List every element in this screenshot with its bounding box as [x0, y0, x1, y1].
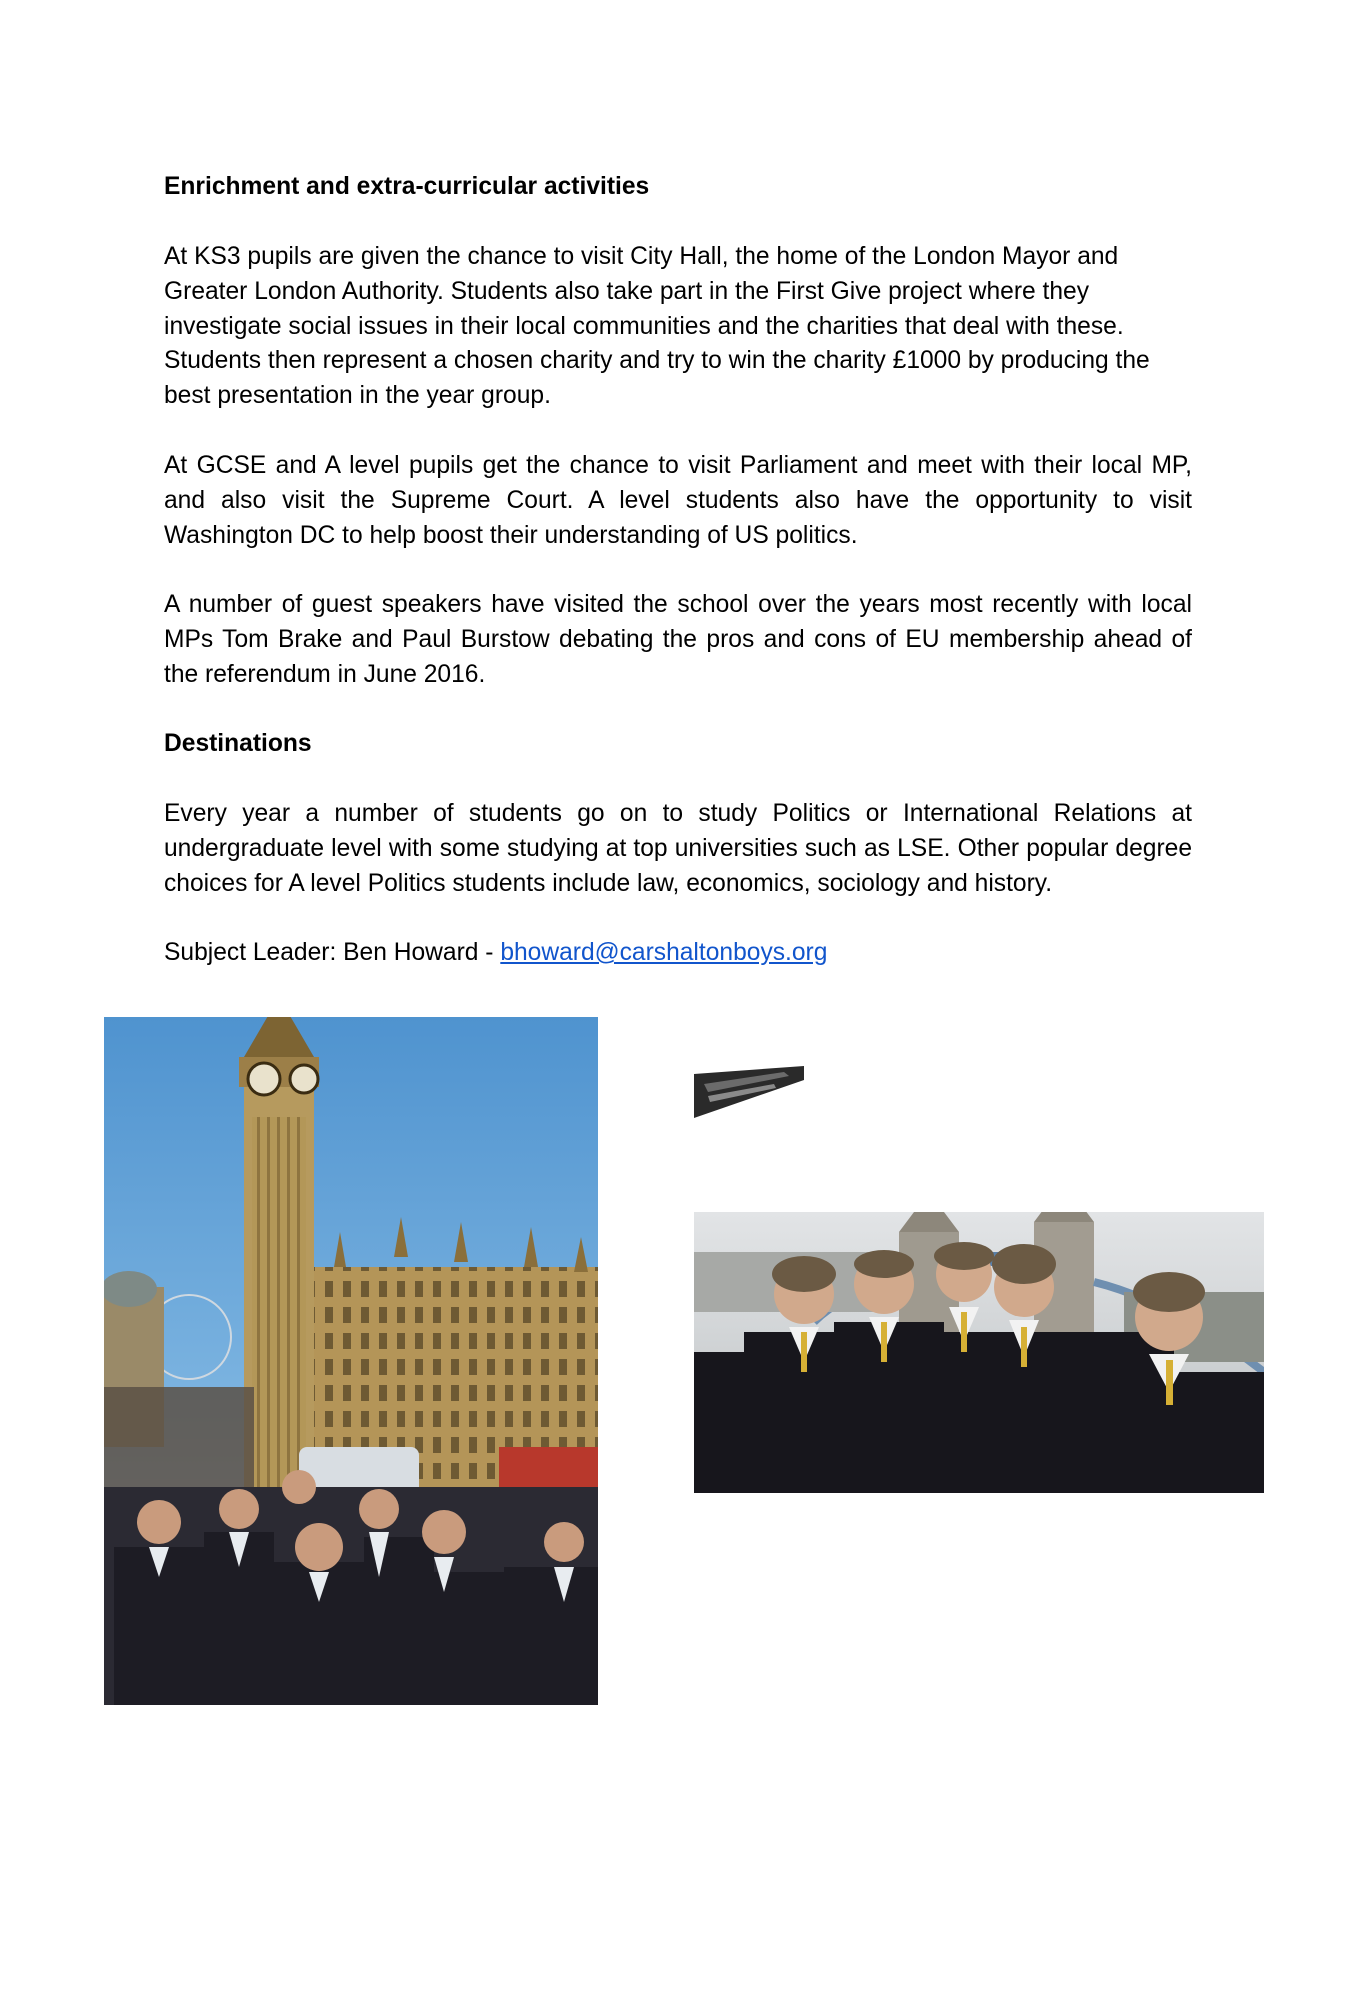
subject-leader-email-link[interactable]: bhoward@carshaltonboys.org — [500, 939, 828, 966]
subject-leader-label: Subject Leader: Ben Howard - — [164, 939, 501, 966]
enrichment-paragraph-ks3: At KS3 pupils are given the chance to visit City Hall, the home of the London Mayor and Greater London Authority. Students also take part in the First Give project where they investigate social issues in their local communities and the charities that deal with these. Students then represent a chosen charity and try to win the charity £1000 by producing the best presentation in the year group. — [164, 243, 1150, 410]
enrichment-paragraph-guest-speakers: A number of guest speakers have visited the school over the years most recently with local MPs Tom Brake and Paul Burstow debating the pros and cons of EU membership ahead of the referendum in June 2016. — [164, 591, 1192, 688]
tower-bridge-photo — [694, 1212, 1264, 1493]
tower-bridge-photo-fragment — [694, 1066, 804, 1118]
tower-bridge-photo-illustration — [694, 1212, 1264, 1493]
photo-fragment-illustration — [694, 1066, 804, 1118]
destinations-paragraph: Every year a number of students go on to study Politics or International Relations at undergraduate level with some studying at top universities such as LSE. Other popular degree choices for A level Politics students include law, economics, sociology and history. — [164, 800, 1192, 897]
parliament-photo-illustration — [104, 1017, 598, 1705]
parliament-photo — [104, 1017, 598, 1705]
destinations-heading: Destinations — [164, 730, 312, 757]
subject-leader-line — [164, 936, 1192, 971]
enrichment-heading: Enrichment and extra-curricular activities — [164, 173, 650, 200]
enrichment-paragraph-gcse: At GCSE and A level pupils get the chance to visit Parliament and meet with their local MP, and also visit the Supreme Court. A level students also have the opportunity to visit Washington DC to help boost their understanding of US politics. — [164, 452, 1192, 549]
